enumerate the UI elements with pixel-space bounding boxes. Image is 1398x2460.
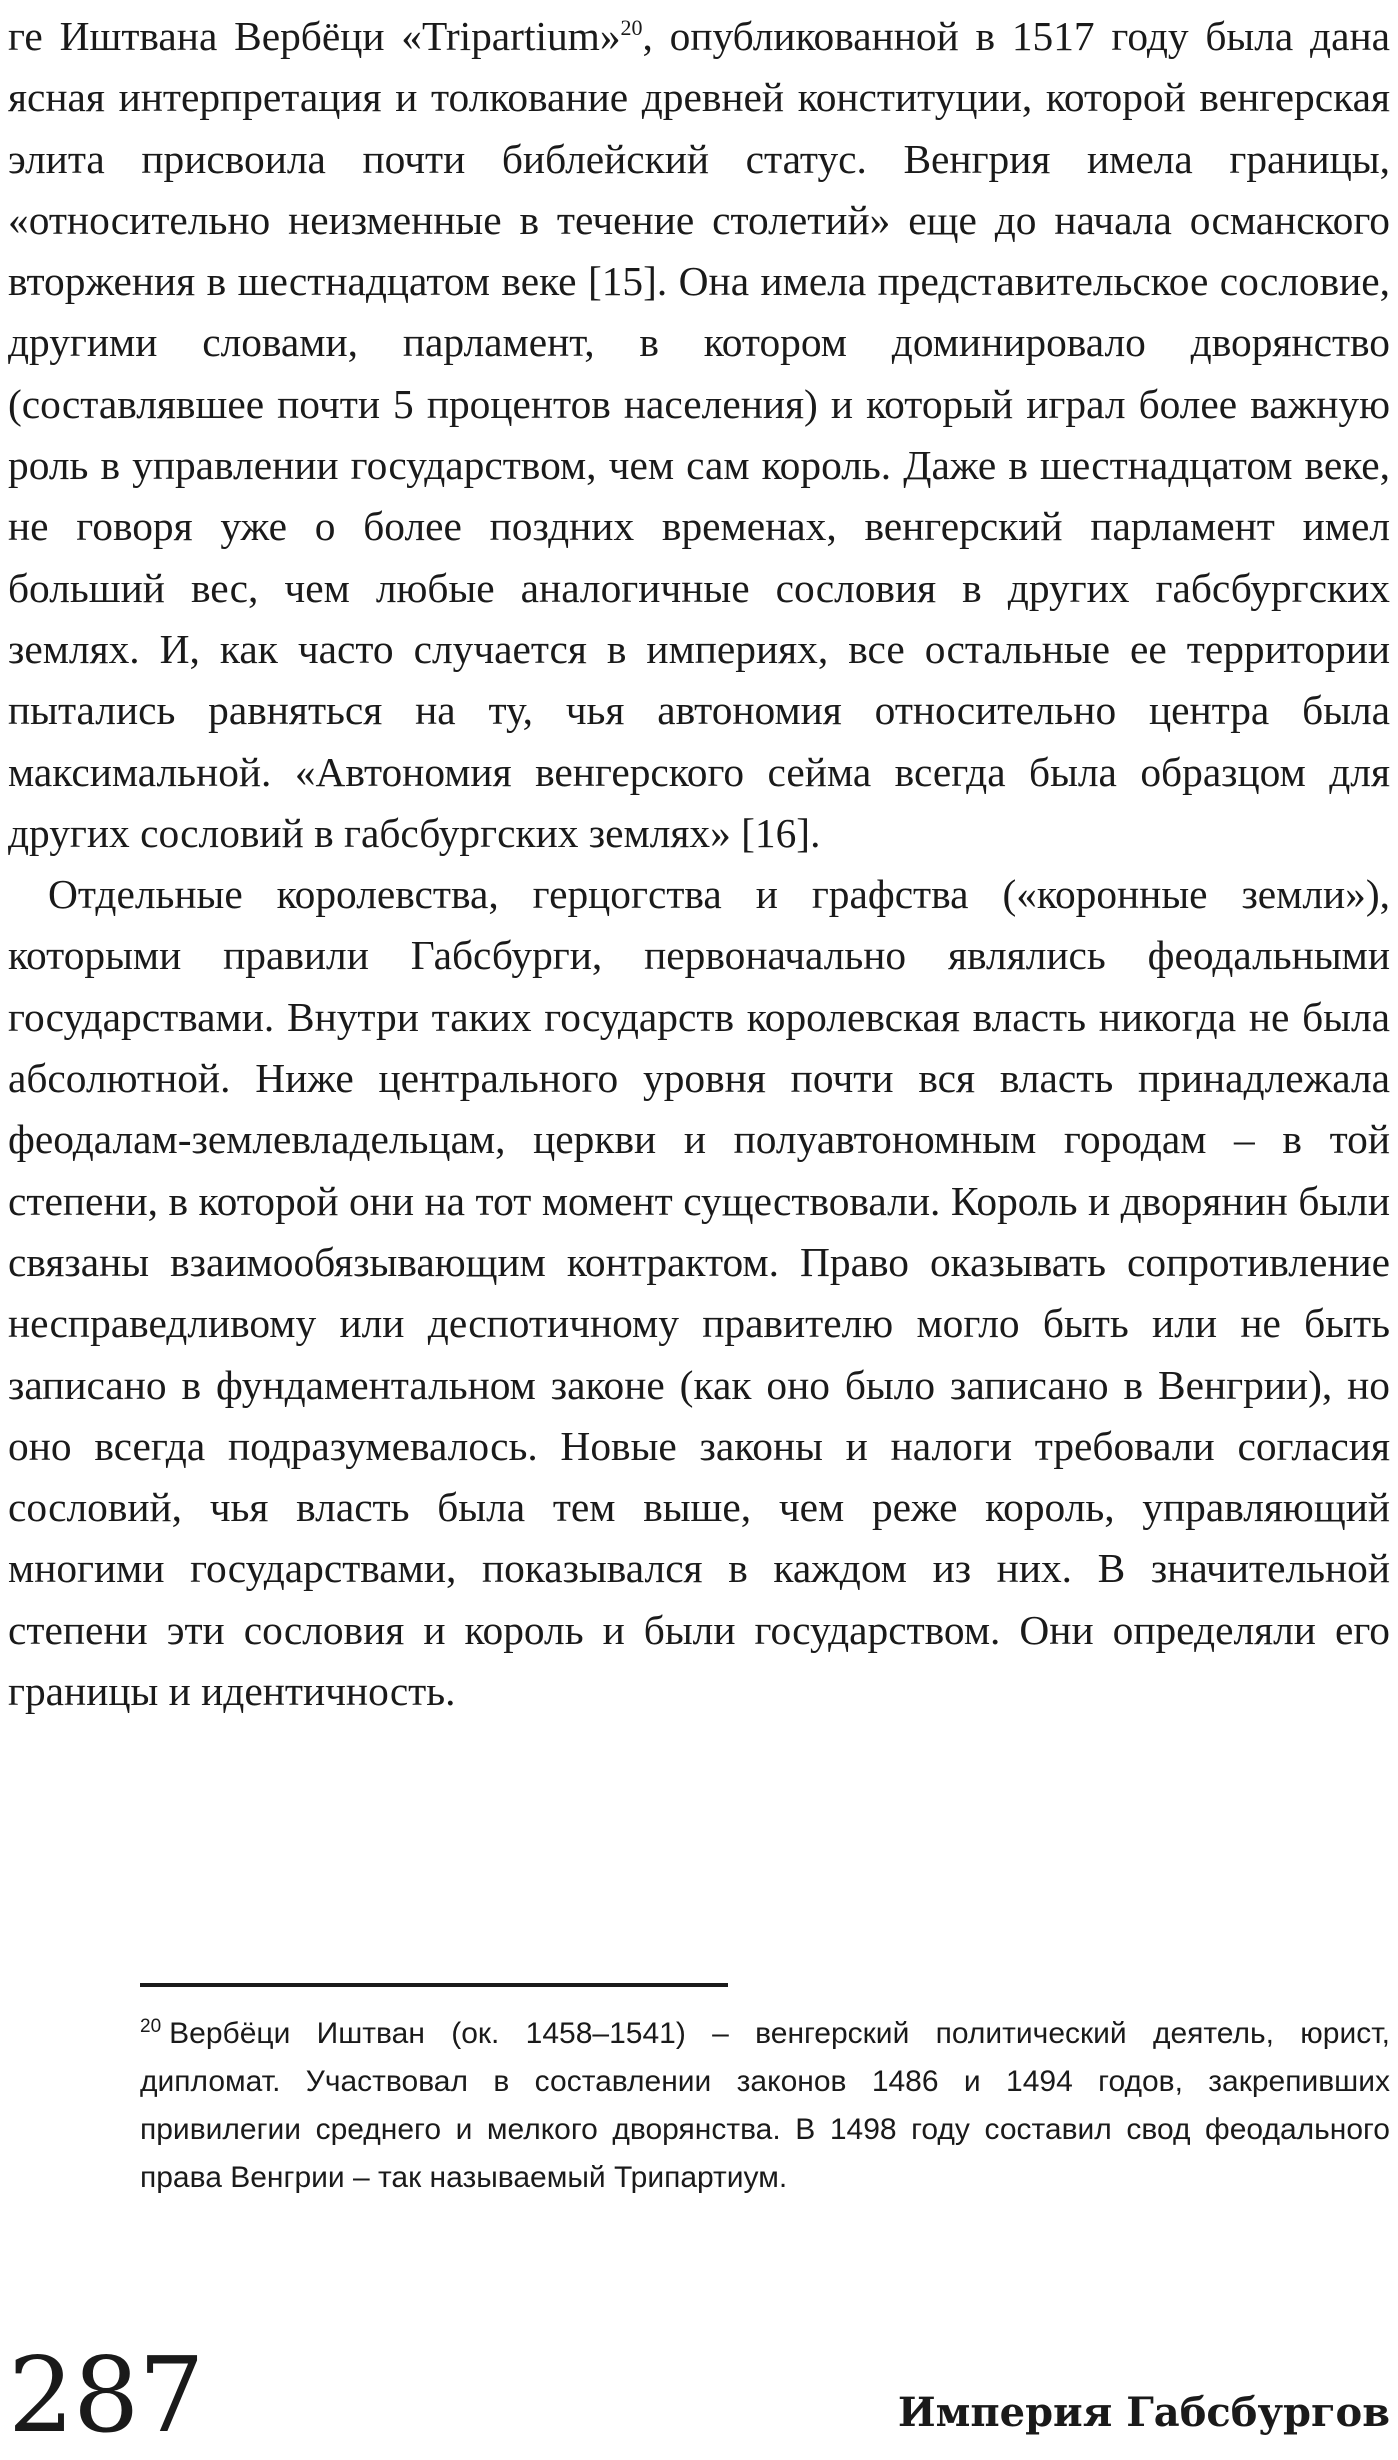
footnote-reference[interactable]: 20 (620, 15, 643, 41)
footnote (140, 2010, 1390, 2202)
paragraph-1 (8, 6, 1390, 864)
footnote-separator (140, 1983, 728, 1987)
paragraph-1-start: ге Иштвана Вербёци «Tripartium» (8, 13, 621, 59)
footnote-mark: 20 (140, 2016, 162, 2037)
paragraph-2: Отдельные королевства, герцогства и графства («коронные земли»), которыми правили Габсбурги, первоначально являлись феодальными государствами. Внутри таких государств королевская власть никогда не была абсолютной. Ниже центрального уровня почти вся власть принадлежала феодалам-землевладельцам, церкви и полуавтономным городам – в той степени, в которой они на тот момент существовали. Король и дворянин были связаны взаимообязывающим контрактом. Право оказывать сопротивление несправедливому или деспотичному правителю могло быть или не быть записано в фундаментальном законе (как оно было записано в Венгрии), но оно всегда подразумевалось. Новые законы и налоги требовали согласия сословий, чья власть была тем выше, чем реже король, управляющий многими государствами, показывался в каждом из них. В значительной степени эти сословия и король и были государством. Они определяли его границы и идентичность. (8, 871, 1390, 1715)
page-number: 287 (8, 2334, 204, 2456)
running-title: Империя Габсбургов (897, 2389, 1390, 2436)
footnote-text: Вербёци Иштван (ок. 1458–1541) – венгерский политический деятель, юрист, дипломат. Участвовал в составлении законов 1486 и 1494 годов, закрепивших привилегии среднего и мелкого дворянства. В 1498 году составил свод феодального права Венгрии – так называемый Трипартиум. (140, 2017, 1390, 2194)
main-text (8, 6, 1390, 1722)
paragraph-1-rest: , опубликованной в 1517 году была дана ясная интерпретация и толкование древней конституции, которой венгерская элита присвоила почти библейский статус. Венгрия имела границы, «относительно неизменные в течение столетий» еще до начала османского вторжения в шестнадцатом веке [15]. Она имела представительское сословие, другими словами, парламент, в котором доминировало дворянство (составлявшее почти 5 процентов населения) и который играл более важную роль в управлении государством, чем сам король. Даже в шестнадцатом веке, не говоря уже о более поздних временах, венгерский парламент имел больший вес, чем любые аналогичные сословия в других габсбургских землях. И, как часто случается в империях, все остальные ее территории пытались равняться на ту, чья автономия относительно центра была максимальной. «Автономия венгерского сейма всегда была образцом для других сословий в габсбургских землях» [16]. (8, 13, 1391, 856)
